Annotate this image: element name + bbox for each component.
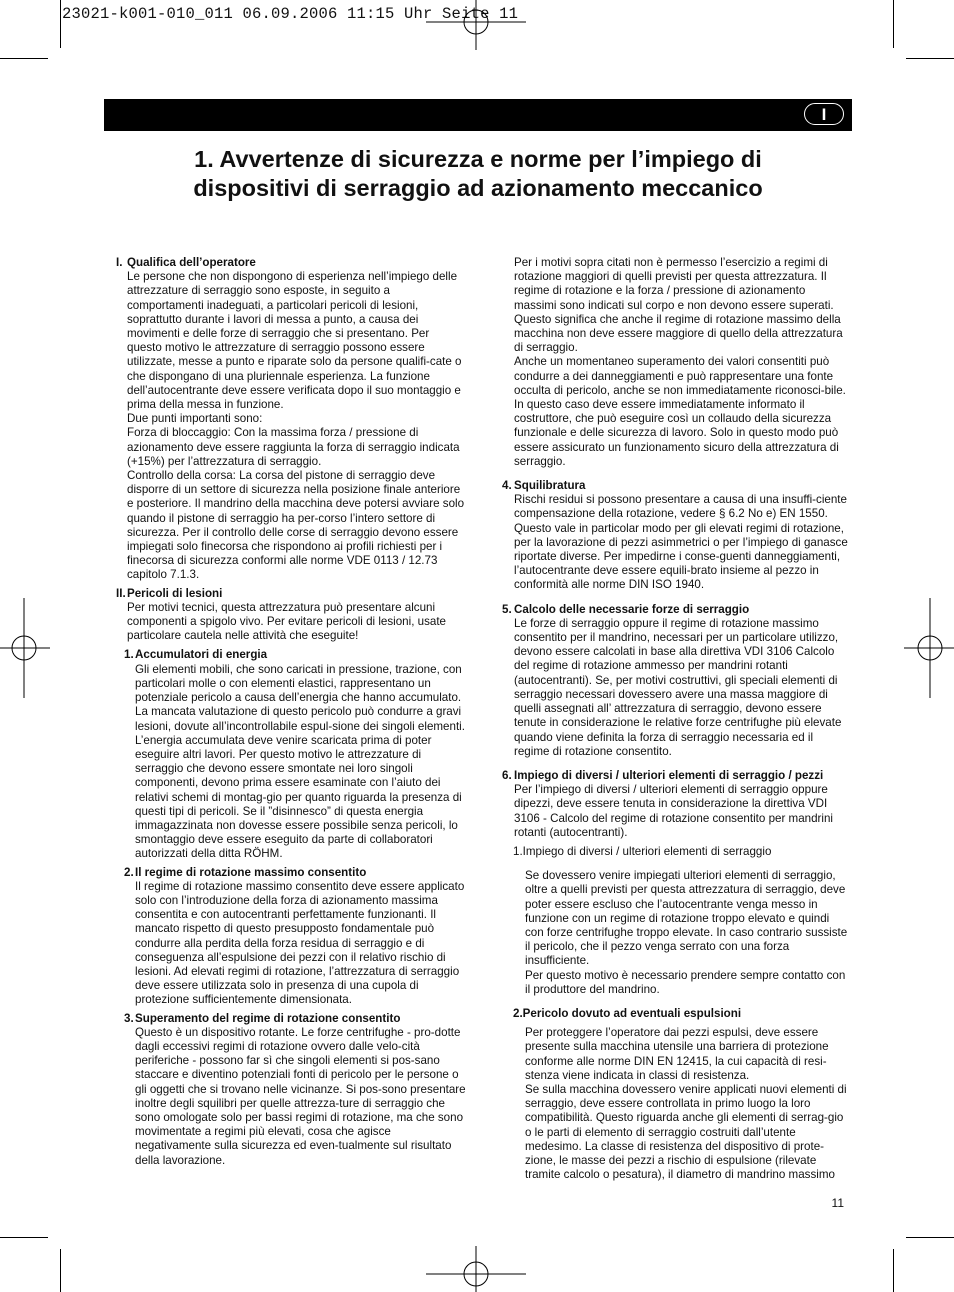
- crop-mark-top-right-v: [893, 0, 894, 48]
- crop-mark-top-left-h: [0, 58, 48, 59]
- section-number: I.: [116, 256, 123, 269]
- section-heading: Pericolo dovuto ad eventuali espulsioni: [522, 1006, 742, 1020]
- section-number: 3.: [124, 1011, 134, 1025]
- section-heading: Accumulatori di energia: [135, 648, 268, 662]
- section-injury-hazards: [116, 587, 466, 644]
- left-column: [116, 256, 466, 1168]
- paragraph: Anche un momentaneo superamento dei valori consentiti può condurre a dei danneggiamenti e può rappresentare una fonte occulta di pericolo, anche se non immediatamente riconosci-bile. In questo caso deve essere immediatamente informato il costruttore, che può eseguire così un collaudo della sicurezza funzionale e delle sicurezza di lavoro. Solo in questo modo può essere assicurato un funzionamento sicuro della attrezzatura di serraggio.: [514, 355, 846, 468]
- section-number: 5.: [502, 602, 512, 616]
- paragraph: Le forze di serraggio oppure il regime di rotazione massimo consentito per il mandrino, necessari per un particolare utilizzo, devono essere calcolati in base alla direttiva VDI 3106 Calcolo del regime di rotazione ammesso per mandrini rotanti (autocentranti). Se, per motivi costruttivi, gli speciali elementi di serraggio necessari dovessero avere una massa maggiore di quelli assegnati all’ attrezzatura di serraggio, devono essere tenute in considerazione le relative forze centrifughe più elevate quando viene definita la forza di serraggio necessaria ed il regime di rotazione consentito.: [514, 616, 842, 758]
- section-number: 1.: [124, 648, 134, 662]
- section-number: 6.: [502, 768, 512, 782]
- header-bar: [104, 99, 852, 131]
- title-line-1: 1. Avvertenze di sicurezza e norme per l’impiego di: [194, 146, 762, 172]
- paragraph: Le persone che non dispongono di esperienza nell’impiego delle attrezzature di serraggio sono esposte, in seguito a comportamenti inadeguati, a particolari pericoli di lesioni, soprattutto durante i lavori di messa a punto, a causa dei movimenti e delle forze di serraggio che si presentano. Per questo motivo le attrezzature di serraggio possono essere utilizzate, messe a punto e riparate solo da persone qualifi-cate o che dispongano di una pluriennale esperienza. La funzione dell’autocentrante deve essere verificata dopo il suo montaggio e prima della messa in funzione.: [127, 270, 462, 412]
- section-heading: Pericoli di lesioni: [127, 586, 223, 600]
- subsection-max-speed: [116, 866, 466, 1008]
- paragraph: Controllo della corsa: La corsa del pistone di serraggio deve disporre di un settore di sicurezza nella posizione finale anteriore e posteriore. Il mandrino della macchina deve potersi avviare solo quando il pistone di serraggio ha per-corso l’intero settore di sicurezza. Per il controllo delle corse di serraggio devono essere impiegati solo finecorsa che rispondono ai profili richiesti per i finecorsa di sicurezza conformi alle norme VDE 0113 / 12.73 capitolo 7.1.3.: [127, 469, 465, 582]
- crop-mark-top-left-v: [60, 0, 61, 48]
- crop-mark-top-right-h: [906, 58, 954, 59]
- paragraph: Gli elementi mobili, che sono caricati in pressione, trazione, con particolari molle o con elementi elastici, rappresentano un potenziale pericolo a causa dell’energia che hanno accumulato. La mancata valutazione di questo pericolo può condurre a gravi lesioni, dovute all’incontrollabile espul-sione dei singoli elementi. L’energia accumulata deve venire scaricata prima di poter eseguire altri lavori. Per questo motivo le attrezzature di serraggio che devono essere smontate nei loro singoli componenti, devono prima essere esaminate con l’aiuto dei relativi schemi di montag-gio per quanto riguarda la presenza di questi tipi di pericoli. Se il ”disinnesco” di questa energia immagazzinata non dovesse essere possibile senza pericoli, lo smontaggio deve essere eseguito da parte di collaboratori autorizzati della ditta RÖHM.: [135, 662, 465, 861]
- subsection-additional-elements: [502, 845, 848, 997]
- crop-mark-bottom-left-v: [60, 1249, 61, 1292]
- section-number: 1.: [513, 844, 523, 858]
- section-number: 2.: [124, 865, 134, 879]
- paragraph: Se sulla macchina dovessero venire applicati nuovi elementi di serraggio, deve essere controllata in primo luogo la loro compatibilità. Questo riguarda anche gli elementi di serrag-gio o le parti di elemento di serraggio costruiti dall’utente medesimo. La classe di resistenza del dispositivo di prote-zione, le masse dei pezzi a rischio di espulsione (rilevate tramite calcolo o pesatura), il diametro di mandrino massimo: [525, 1082, 847, 1182]
- paragraph: Questo è un dispositivo rotante. Le forze centrifughe - pro-dotte dagli eccessivi regimi di rotazione ovvero dalle velo-cità periferiche - possono far sì che singoli elementi si pos-sano staccare e diventino potenziali fonti di pericolo per le persone o gli oggetti che si trovano nelle vicinanze. Si pos-sono presentare inoltre degli squilibri per quelle attrezza-ture di serraggio che sono omologate solo per bassi regimi di rotazione, ma che sono movimentate a regimi più elevati, cosa che agisce negativamente sulla sicurezza ed even-tualmente sul risultato della lavorazione.: [135, 1025, 466, 1167]
- language-badge: I: [804, 103, 844, 125]
- paragraph: Per l’impiego di diversi / ulteriori elementi di serraggio oppure dipezzi, deve essere tenuta in considerazione la direttiva VDI 3106 - Calcolo del regime di rotazione consentito per mandrini rotanti (autocentranti).: [514, 783, 834, 839]
- section-heading: Squilibratura: [514, 479, 586, 493]
- section-heading: Qualifica dell’operatore: [127, 256, 256, 269]
- page-title: [104, 145, 852, 203]
- right-column: [502, 256, 848, 1182]
- print-slug: 23021-k001-010_011 06.09.2006 11:15 Uhr Seite 11: [62, 5, 519, 23]
- section-number: 4.: [502, 479, 512, 493]
- registration-mark-top-icon: [426, 0, 526, 50]
- section-number: 2.: [513, 1006, 523, 1020]
- paragraph: Per questo motivo è necessario prendere sempre contatto con il produttore del mandrino.: [525, 968, 846, 996]
- subsection-ejection-hazard: [502, 1007, 848, 1182]
- paragraph: Per proteggere l’operatore dai pezzi espulsi, deve essere presente sulla macchina utensile una barriera di protezione conforme alle norme DIN EN 12415, la cui capacità di resi-stenza viene indicata in classi di resistenza.: [525, 1026, 829, 1082]
- section-operator-qualification: [116, 256, 466, 583]
- section-imbalance: [502, 479, 848, 593]
- crop-mark-bottom-left-h: [0, 1237, 48, 1238]
- section-heading: Il regime di rotazione massimo consentito: [135, 865, 367, 879]
- registration-mark-bottom-icon: [426, 1246, 526, 1292]
- paragraph: Il regime di rotazione massimo consentito deve essere applicato solo con l’introduzione della forza di azionamento massima consentita e con autocentranti perfettamente funzionanti. Il mancato rispetto di questo presupposto fondamentale può condurre alla perdita della forza residua di serraggio e di conseguenza all’espulsione dei pezzi con il relativo rischio di lesioni. Ad elevati regimi di rotazione, l’attrezzatura di serraggio deve essere utilizzata solo in presenza di una cupola di protezione sufficientemente dimensionata.: [135, 879, 465, 1007]
- page-number: 11: [831, 1196, 844, 1210]
- section-heading: Calcolo delle necessarie forze di serraggio: [514, 602, 750, 616]
- crop-mark-bottom-right-h: [906, 1237, 954, 1238]
- registration-mark-left-icon: [0, 598, 50, 698]
- subsection-energy-accumulators: [116, 648, 466, 861]
- section-heading: Impiego di diversi / ulteriori elementi di serraggio / pezzi: [514, 768, 824, 782]
- paragraph: Se dovessero venire impiegati ulteriori elementi di serraggio, oltre a quelli previsti per questa attrezzatura di serraggio, deve poter essere escluso che l’autocentrante venga messo in funzione con un regime di rotazione troppo elevato e quindi con forze centrifughe troppo elevate. In caso contrario sussiste il pericolo, che il pezzo venga serrato con una forza insufficiente.: [525, 869, 848, 968]
- paragraph: Rischi residui si possono presentare a causa di una insuffi-ciente compensazione della rotazione, vedere § 6.2 No e) EN 1550. Questo vale in particolar modo per gli elevati regimi di rotazione, per la lavorazione di pezzi asimmetrici o per l’impiego di ganasce riportate diverse. Per impedirne i conse-guenti danneggiamenti, l’autocentrante deve essere equili-brato insieme al pezzo in conformità alle norme DIN ISO 1940.: [514, 493, 848, 592]
- section-heading: Impiego di diversi / ulteriori elementi di serraggio: [522, 844, 772, 858]
- paragraph: Forza di bloccaggio: Con la massima forza / pressione di azionamento deve essere raggiunta la forza di serraggio indicata (+15%) per l’attrezzatura di serraggio.: [127, 426, 460, 468]
- crop-mark-bottom-right-v: [893, 1249, 894, 1292]
- paragraph: Due punti importanti sono:: [127, 412, 263, 426]
- section-heading: Superamento del regime di rotazione consentito: [135, 1011, 401, 1025]
- paragraph: Per i motivi sopra citati non è permesso l’esercizio a regimi di rotazione maggiori di quelli previsti per questa attrezzatura. Il regime di rotazione e la forza / pressione di azionamento massimi sono indicati sul corpo e non devono essere superati. Questo significa che anche il regime di rotazione massimo della macchina non deve essere maggiore di quello della attrezzatura di serraggio.: [514, 256, 843, 355]
- section-continuation: [502, 256, 848, 469]
- section-clamping-forces: [502, 603, 848, 759]
- paragraph: Per motivi tecnici, questa attrezzatura può presentare alcuni componenti a spigolo vivo. Per evitare pericoli di lesioni, usate particolare cautela nelle attività che eseguite!: [127, 600, 446, 643]
- section-number: II.: [116, 586, 126, 600]
- subsection-speed-exceeding: [116, 1012, 466, 1168]
- registration-mark-right-icon: [904, 598, 954, 698]
- section-other-elements: [502, 769, 848, 840]
- title-line-2: dispositivi di serraggio ad azionamento meccanico: [193, 175, 763, 201]
